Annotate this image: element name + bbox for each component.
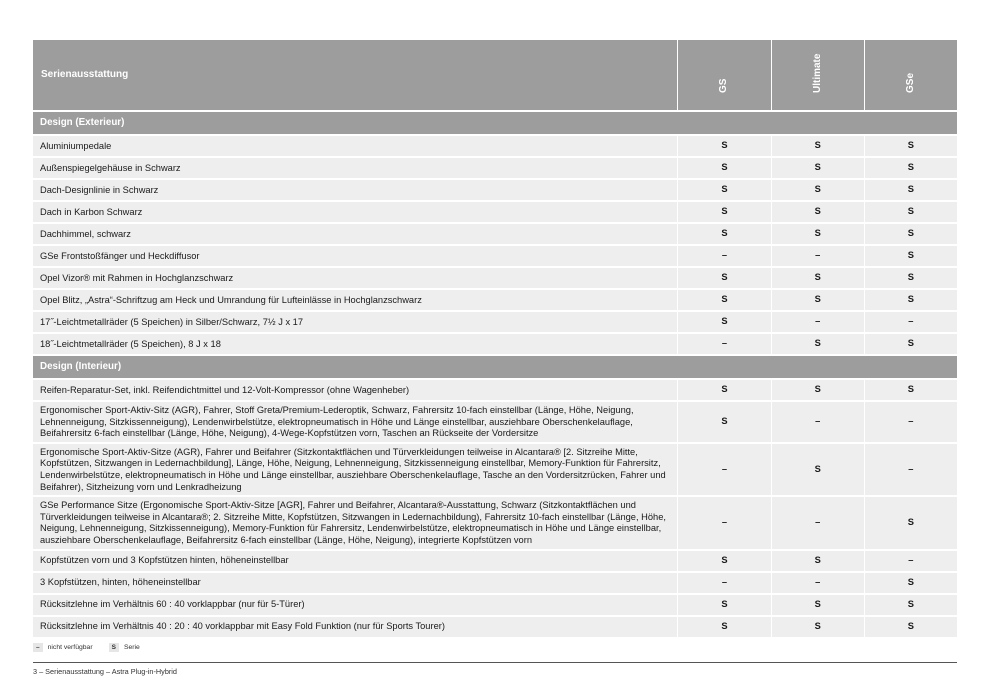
table-row <box>33 178 957 200</box>
availability-cell: S <box>864 134 957 156</box>
availability-cell: – <box>677 495 770 548</box>
table-row <box>33 615 957 637</box>
availability-cell: – <box>677 244 770 266</box>
availability-cell: S <box>864 200 957 222</box>
variant-header-gse <box>864 40 957 110</box>
availability-cell: S <box>771 266 864 288</box>
availability-cell: – <box>771 310 864 332</box>
availability-cell: S <box>771 332 864 354</box>
section-title: Design (Exterieur) <box>33 110 957 134</box>
table-row <box>33 310 957 332</box>
availability-cell: S <box>677 310 770 332</box>
table-body <box>33 110 957 637</box>
availability-cell: – <box>864 549 957 571</box>
availability-cell: S <box>771 222 864 244</box>
section-header-row <box>33 354 957 378</box>
feature-label: Dach-Designlinie in Schwarz <box>33 178 677 200</box>
availability-cell: – <box>864 310 957 332</box>
page-footer: 3 – Serienausstattung – Astra Plug-in-Hybrid <box>33 667 177 676</box>
feature-label: Außenspiegelgehäuse in Schwarz <box>33 156 677 178</box>
table-row <box>33 244 957 266</box>
availability-cell: S <box>864 571 957 593</box>
availability-cell: S <box>864 495 957 548</box>
table-title: Serienausstattung <box>33 40 677 110</box>
feature-label: Opel Vizor® mit Rahmen in Hochglanzschwarz <box>33 266 677 288</box>
table-row <box>33 156 957 178</box>
availability-cell: S <box>771 549 864 571</box>
footer-divider <box>33 662 957 663</box>
availability-cell: S <box>677 593 770 615</box>
availability-cell: S <box>771 178 864 200</box>
feature-label: Rücksitzlehne im Verhältnis 40 : 20 : 40 vorklappbar mit Easy Fold Funktion (nur für Sports Tourer) <box>33 615 677 637</box>
availability-cell: – <box>864 400 957 442</box>
availability-cell: S <box>864 378 957 400</box>
availability-cell: S <box>864 288 957 310</box>
feature-label: Aluminiumpedale <box>33 134 677 156</box>
availability-cell: S <box>677 266 770 288</box>
table-row <box>33 571 957 593</box>
feature-label: Kopfstützen vorn und 3 Kopfstützen hinten, höheneinstellbar <box>33 549 677 571</box>
legend-symbol: S <box>109 643 119 652</box>
table-row <box>33 495 957 548</box>
availability-cell: S <box>864 266 957 288</box>
availability-cell: S <box>864 178 957 200</box>
spec-table-container <box>33 40 957 637</box>
legend-symbol: – <box>33 643 43 652</box>
feature-label: Opel Blitz, „Astra“-Schriftzug am Heck und Umrandung für Lufteinlässe in Hochglanzschwarz <box>33 288 677 310</box>
table-row <box>33 266 957 288</box>
table-row <box>33 222 957 244</box>
variant-label: Ultimate <box>811 53 823 94</box>
variant-label: GSe <box>904 73 916 94</box>
table-row <box>33 134 957 156</box>
feature-label: 18˝-Leichtmetallräder (5 Speichen), 8 J x 18 <box>33 332 677 354</box>
table-row <box>33 400 957 442</box>
feature-label: Rücksitzlehne im Verhältnis 60 : 40 vorklappbar (nur für 5-Türer) <box>33 593 677 615</box>
availability-cell: – <box>677 442 770 495</box>
availability-cell: S <box>771 134 864 156</box>
availability-cell: S <box>771 593 864 615</box>
availability-cell: S <box>677 178 770 200</box>
availability-cell: S <box>677 549 770 571</box>
availability-cell: S <box>771 288 864 310</box>
availability-cell: S <box>771 378 864 400</box>
legend-text: Serie <box>123 644 140 651</box>
feature-label: GSe Performance Sitze (Ergonomische Sport-Aktiv-Sitze [AGR], Fahrer und Beifahrer, Alcantara®-Ausstattung, Schwarz (Sitzkontaktflächen und Türverkleidungen teilweise in Alcantara®; 2. Sitzreihe Mitte, Kopfstützen, Sitzwangen in Ledernachbildung), Fahrersitz 10-fach einstellbar (Länge, Höhe, Neigung, Lehnenneigung, Sitzkissenneigung), Memory-Funktion für Fahrersitz, Lendenwirbelstütze, elektropneumatisch in Höhe und Länge einstellbar, ausziehbare Oberschenkelauflage, Beifahrersitz 6-fach einstellbar (Länge, Höhe, Neigung), integrierte Kopfstützen vorn <box>33 495 677 548</box>
availability-cell: S <box>677 222 770 244</box>
table-row <box>33 332 957 354</box>
table-header-row <box>33 40 957 110</box>
section-title: Design (Interieur) <box>33 354 957 378</box>
feature-label: 3 Kopfstützen, hinten, höheneinstellbar <box>33 571 677 593</box>
table-row <box>33 549 957 571</box>
availability-cell: S <box>771 156 864 178</box>
variant-header-ultimate <box>771 40 864 110</box>
availability-cell: – <box>771 400 864 442</box>
legend-text: nicht verfügbar <box>47 644 93 651</box>
table-row <box>33 593 957 615</box>
table-row <box>33 378 957 400</box>
feature-label: Ergonomische Sport-Aktiv-Sitze (AGR), Fahrer und Beifahrer (Sitzkontaktflächen und Türverkleidungen teilweise in Alcantara® [2. Sitzreihe Mitte, Kopfstützen, Sitzwangen in Ledernachbildung], Länge, Höhe, Neigung, Lehnenneigung, Sitzkissenneigung einstellbar, Memory-Funktion für Fahrersitz, Lendenwirbelstütze, elektropneumatisch in Höhe und Länge einstellbar, ausziehbare Oberschenkelauflage, Tasche an den Vordersitzrücken, Fahrer und Beifahrer), Sitzheizung vorn und Lenkradheizung <box>33 442 677 495</box>
availability-cell: S <box>771 615 864 637</box>
feature-label: Dach in Karbon Schwarz <box>33 200 677 222</box>
feature-label: Dachhimmel, schwarz <box>33 222 677 244</box>
table-row <box>33 200 957 222</box>
availability-cell: – <box>771 244 864 266</box>
feature-label: 17˝-Leichtmetallräder (5 Speichen) in Silber/Schwarz, 7½ J x 17 <box>33 310 677 332</box>
availability-cell: – <box>677 571 770 593</box>
variant-label: GS <box>718 78 730 94</box>
availability-cell: S <box>677 200 770 222</box>
availability-cell: – <box>771 571 864 593</box>
availability-cell: S <box>864 593 957 615</box>
availability-cell: S <box>864 222 957 244</box>
availability-cell: S <box>677 134 770 156</box>
table-row <box>33 288 957 310</box>
availability-cell: S <box>864 615 957 637</box>
legend <box>33 643 156 652</box>
feature-label: Reifen-Reparatur-Set, inkl. Reifendichtmittel und 12-Volt-Kompressor (ohne Wagenheber) <box>33 378 677 400</box>
availability-cell: S <box>677 400 770 442</box>
availability-cell: S <box>864 156 957 178</box>
availability-cell: S <box>677 288 770 310</box>
availability-cell: S <box>677 156 770 178</box>
availability-cell: – <box>864 442 957 495</box>
table-row <box>33 442 957 495</box>
availability-cell: – <box>677 332 770 354</box>
feature-label: GSe Frontstoßfänger und Heckdiffusor <box>33 244 677 266</box>
availability-cell: S <box>771 200 864 222</box>
feature-label: Ergonomischer Sport-Aktiv-Sitz (AGR), Fahrer, Stoff Greta/Premium-Lederoptik, Schwarz, Fahrersitz 10-fach einstellbar (Länge, Höhe, Neigung, Lehnenneigung, Sitzkissenneigung), Lendenwirbelstütze, elektropneumatisch in Höhe und Länge einstellbar, ausziehbare Oberschenkelauflage, Beifahrersitz 6-fach einstellbar (Länge, Höhe, Neigung), 4-Wege-Kopfstützen vorn, Taschen an Rückseite der Vordersitze <box>33 400 677 442</box>
availability-cell: S <box>771 442 864 495</box>
availability-cell: S <box>677 378 770 400</box>
spec-table <box>33 40 957 637</box>
availability-cell: – <box>771 495 864 548</box>
availability-cell: S <box>864 244 957 266</box>
variant-header-gs <box>677 40 770 110</box>
availability-cell: S <box>864 332 957 354</box>
availability-cell: S <box>677 615 770 637</box>
section-header-row <box>33 110 957 134</box>
